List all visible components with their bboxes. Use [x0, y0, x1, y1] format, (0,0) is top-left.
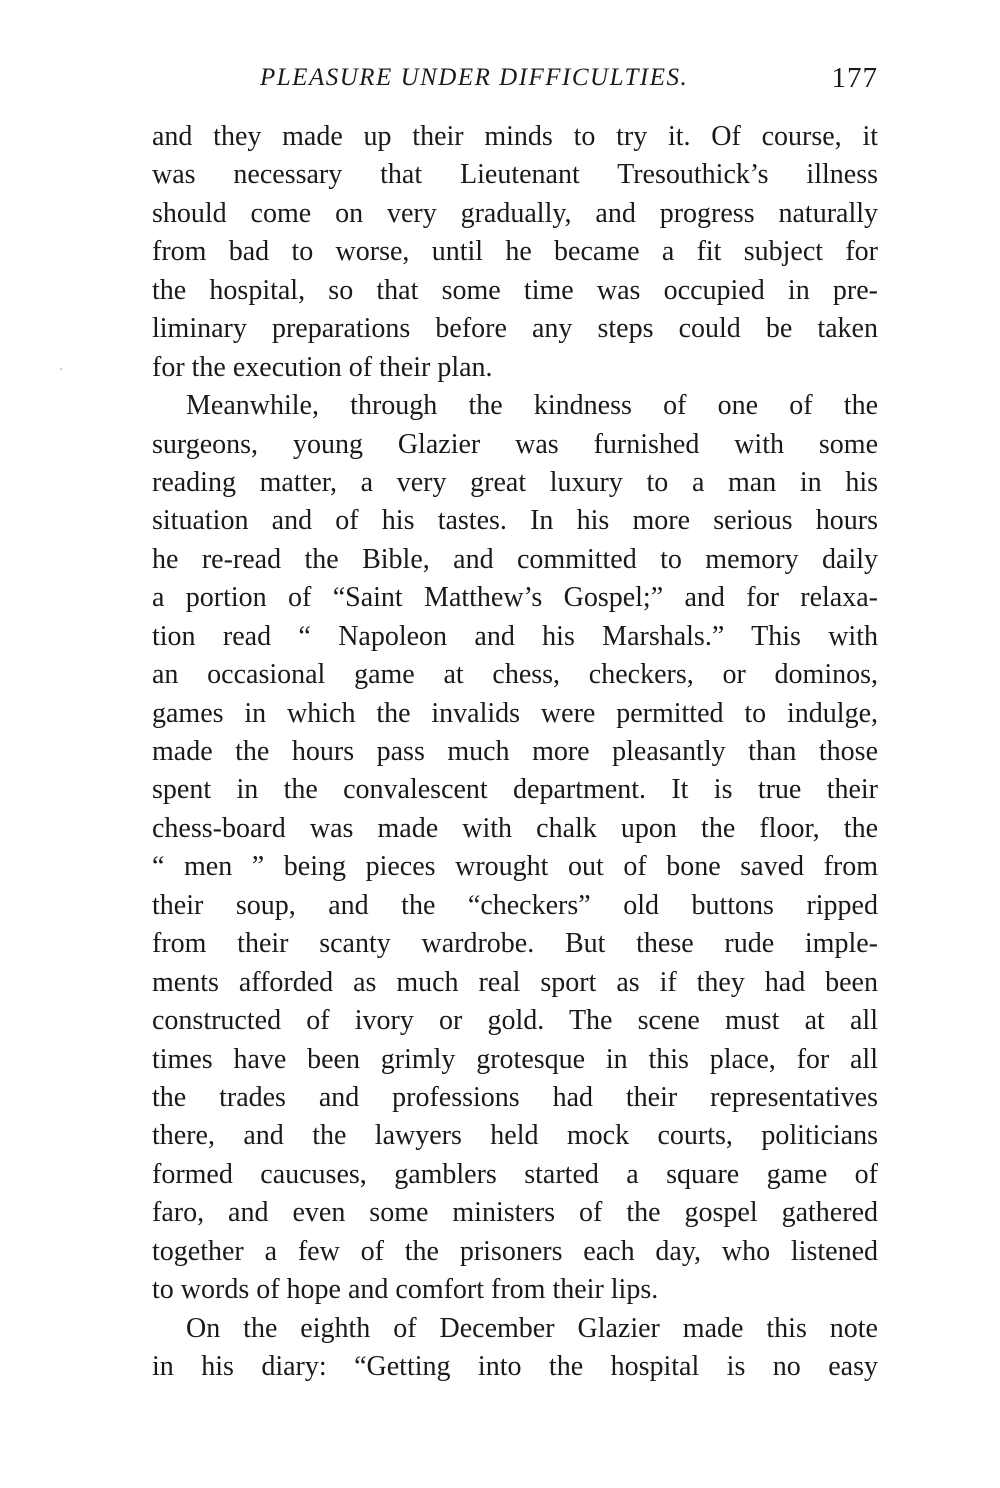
text-line: and they made up their minds to try it. Of course, it: [152, 121, 878, 152]
text-line: there, and the lawyers held mock courts, politicians: [152, 1120, 878, 1152]
text-line: from their scanty wardrobe. But these rude imple-: [152, 928, 878, 960]
text-line: chess-board was made with chalk upon the floor, the: [152, 812, 878, 844]
text-line: Meanwhile, through the kindness of one of the: [186, 390, 878, 422]
text-line: in his diary: “Getting into the hospital is no easy: [152, 1351, 878, 1382]
paragraph-2: [152, 387, 878, 1310]
body-text: [152, 118, 878, 1386]
text-line: an occasional game at chess, checkers, or dominos,: [152, 659, 878, 691]
text-line: ments afforded as much real sport as if they had been: [152, 966, 878, 998]
text-line: faro, and even some ministers of the gospel gathered: [152, 1197, 878, 1229]
text-line: tion read “ Napoleon and his Marshals.” This with: [152, 620, 878, 652]
text-line: should come on very gradually, and progress naturally: [152, 197, 878, 229]
page-number: 177: [831, 62, 878, 94]
running-title: PLEASURE UNDER DIFFICULTIES.: [260, 64, 689, 91]
text-line: times have been grimly grotesque in this place, for all: [152, 1043, 878, 1075]
text-line: for the execution of their plan.: [152, 351, 493, 383]
paragraph-1: [152, 118, 878, 387]
text-line: the hospital, so that some time was occupied in pre-: [152, 274, 878, 306]
text-line: formed caucuses, gamblers started a square game of: [152, 1158, 878, 1190]
text-line: a portion of “Saint Matthew’s Gospel;” and for relaxa-: [152, 582, 878, 614]
text-line: together a few of the prisoners each day, who listened: [152, 1235, 878, 1267]
text-line: was necessary that Lieutenant Tresouthick’s illness: [152, 159, 878, 191]
text-line: the trades and professions had their representatives: [152, 1081, 878, 1113]
text-line: constructed of ivory or gold. The scene must at all: [152, 1005, 878, 1037]
paragraph-3: [152, 1310, 878, 1387]
stray-ink-mark: [60, 368, 62, 370]
text-line: he re-read the Bible, and committed to memory daily: [152, 543, 878, 575]
text-line: “ men ” being pieces wrought out of bone saved from: [152, 851, 878, 883]
text-line: surgeons, young Glazier was furnished with some: [152, 428, 878, 460]
running-head: [152, 58, 878, 98]
text-line: situation and of his tastes. In his more serious hours: [152, 505, 878, 537]
text-line: made the hours pass much more pleasantly than those: [152, 736, 878, 767]
text-line: reading matter, a very great luxury to a man in his: [152, 466, 878, 498]
text-line: to words of hope and comfort from their lips.: [152, 1274, 659, 1306]
text-line: On the eighth of December Glazier made this note: [186, 1312, 878, 1344]
text-line: liminary preparations before any steps could be taken: [152, 313, 878, 345]
text-line: from bad to worse, until he became a fit subject for: [152, 236, 878, 268]
text-line: their soup, and the “checkers” old buttons ripped: [152, 889, 878, 921]
text-line: spent in the convalescent department. It is true their: [152, 774, 878, 806]
text-line: games in which the invalids were permitted to indulge,: [152, 697, 878, 729]
